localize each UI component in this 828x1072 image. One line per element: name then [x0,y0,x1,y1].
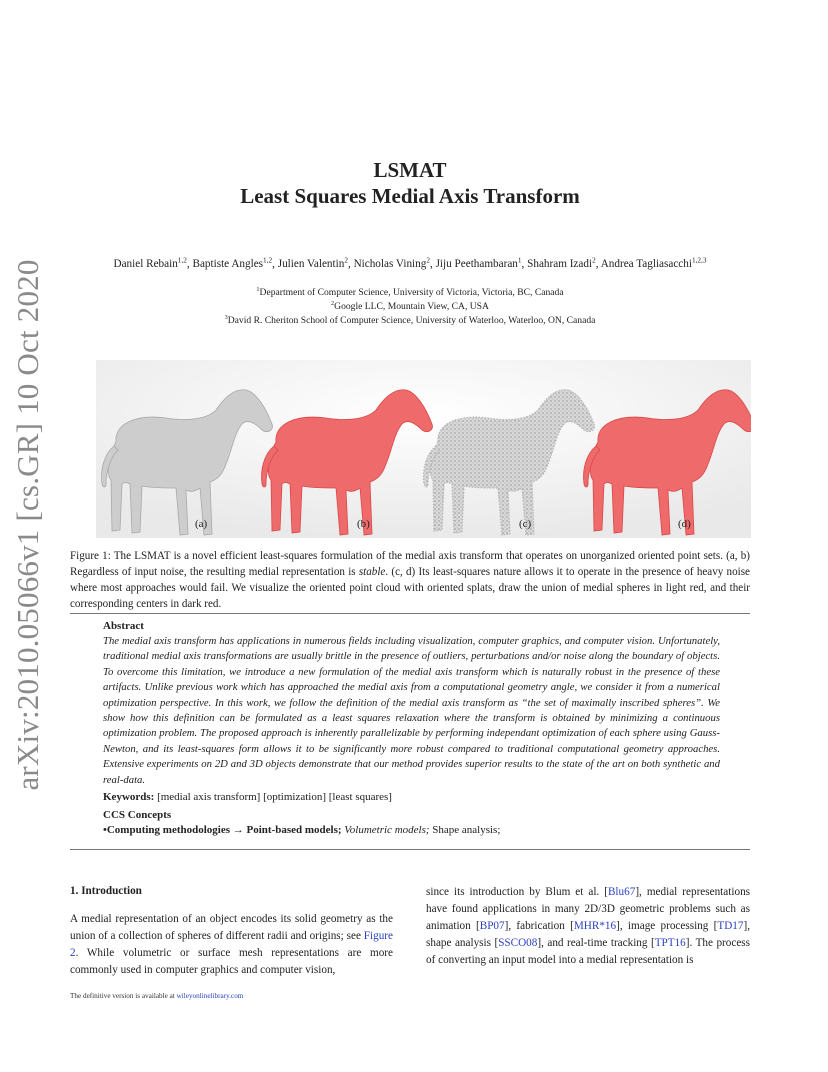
author-list: Daniel Rebain$^{1,2}$, Baptiste Angles$^{1,2}$, Julien Valentin$^2$, Nicholas Vining$^2$, Jiju Peethambaran$^1$, Shahram Izadi$^2$, Andrea Tagliasacchi$^{1,2,3}$ [113,256,707,270]
author: Daniel Rebain$^{1,2}$ [113,256,187,270]
arxiv-id-text: arXiv:2010.05066v1 [cs.GR] 10 Oct 2020 [10,259,45,791]
author: Julien Valentin$^2$ [277,256,348,270]
figure-caption: Figure 1: The LSMAT is a novel efficient least-squares formulation of the medial axis transform that operates on unorganized oriented point sets. (a, b) Regardless of input noise, the resulting medial representation is stable. (c, d) Its least-squares nature allows it to operate in the presence of heavy noise where most approaches would fail. We visualize the oriented point cloud with oriented splats, draw the union of medial spheres in light red, and their corresponding centers in dark red. [70,550,750,610]
author: Andrea Tagliasacchi$^{1,2,3}$ [600,256,707,270]
rule-bottom [70,849,750,850]
teaser-figure [96,360,751,538]
affiliation: $^2$Google LLC, Mountain View, CA, USA [331,299,489,312]
author: Baptiste Angles$^{1,2}$ [192,256,273,270]
citation-link[interactable]: Blu67 [607,886,636,898]
rule-top [70,613,750,614]
footer-note: The definitive version is available at wileyonlinelibrary.com [70,992,244,1000]
arxiv-side-stamp [0,0,56,1072]
abstract-heading: Abstract [103,620,144,632]
intro-right-column: since its introduction by Blum et al. [Blu67], medial representations have found applications in many 2D/3D geometric problems such as animation [BP07], fabrication [MHR*16], image processing [TD17], shape analysis [SSCO08], and real-time tracking [TPT16]. The process of converting an input model into a medial representation is [426,886,751,966]
subfigure-label-a: (a) [195,518,208,530]
figure-ref-link[interactable]: Figure 2 [70,930,393,959]
author: Shahram Izadi$^2$ [527,256,596,270]
subfigure-label-d: (d) [678,518,691,530]
affiliation: $^3$David R. Cheriton School of Computer Science, University of Waterloo, Waterloo, ON, Canada [224,313,596,326]
publisher-link[interactable]: wileyonlinelibrary.com [176,992,244,1000]
ccs-concepts: •Computing methodologies → Point-based models; Volumetric models; Shape analysis; [103,824,501,836]
citation-link[interactable]: MHR*16 [573,920,617,932]
teaser-figure-svg [96,360,751,538]
paper-title-line-2: Least Squares Medial Axis Transform [240,184,580,208]
subfigure-label-c: (c) [519,518,532,530]
citation-link[interactable]: SSCO08 [498,937,538,949]
author: Jiju Peethambaran$^1$ [435,256,522,270]
citation-link[interactable]: TPT16 [654,937,686,949]
keywords: Keywords: [medial axis transform] [optimization] [least squares] [103,791,392,803]
author: Nicholas Vining$^2$ [353,256,430,270]
subfigure-label-b: (b) [357,518,370,530]
intro-left-column: A medial representation of an object encodes its solid geometry as the union of a collection of spheres of different radii and origins; see Figure 2. While volumetric or surface mesh representations are more commonly used in computer graphics and computer vision, [70,913,393,976]
abstract-text: The medial axis transform has applications in numerous fields including visualization, computer graphics, and computer vision. Unfortunately, traditional medial axis transformations are usually brittle in the presence of outliers, perturbations and/or noise along the boundary of objects. To overcome this limitation, we introduce a new formulation of the medial axis transform which is naturally robust in the presence of these artifacts. Unlike previous work which has approached the medial axis from a computational geometry angle, we consider it from a numerical optimization perspective. In this work, we follow the definition of the medial axis transform as “the set of maximally inscribed spheres”. We show how this definition can be formulated as a least squares relaxation where the transform is obtained by minimizing a continuous optimization problem. The proposed approach is inherently parallelizable by performing independant optimization of each sphere using Gauss-Newton, and its least-squares form allows it to be significantly more robust compared to traditional computational geometry approaches. Extensive experiments on 2D and 3D objects demonstrate that our method provides superior results to the state of the art on both synthetic and real-data. [103,635,720,786]
affiliation: $^1$Department of Computer Science, University of Victoria, Victoria, BC, Canada [256,285,564,298]
ccs-heading: CCS Concepts [103,809,172,821]
citation-link[interactable]: TD17 [717,920,744,932]
citation-link[interactable]: BP07 [479,920,505,932]
paper-title-line-1: LSMAT [373,158,447,182]
section-heading: 1. Introduction [70,885,142,897]
